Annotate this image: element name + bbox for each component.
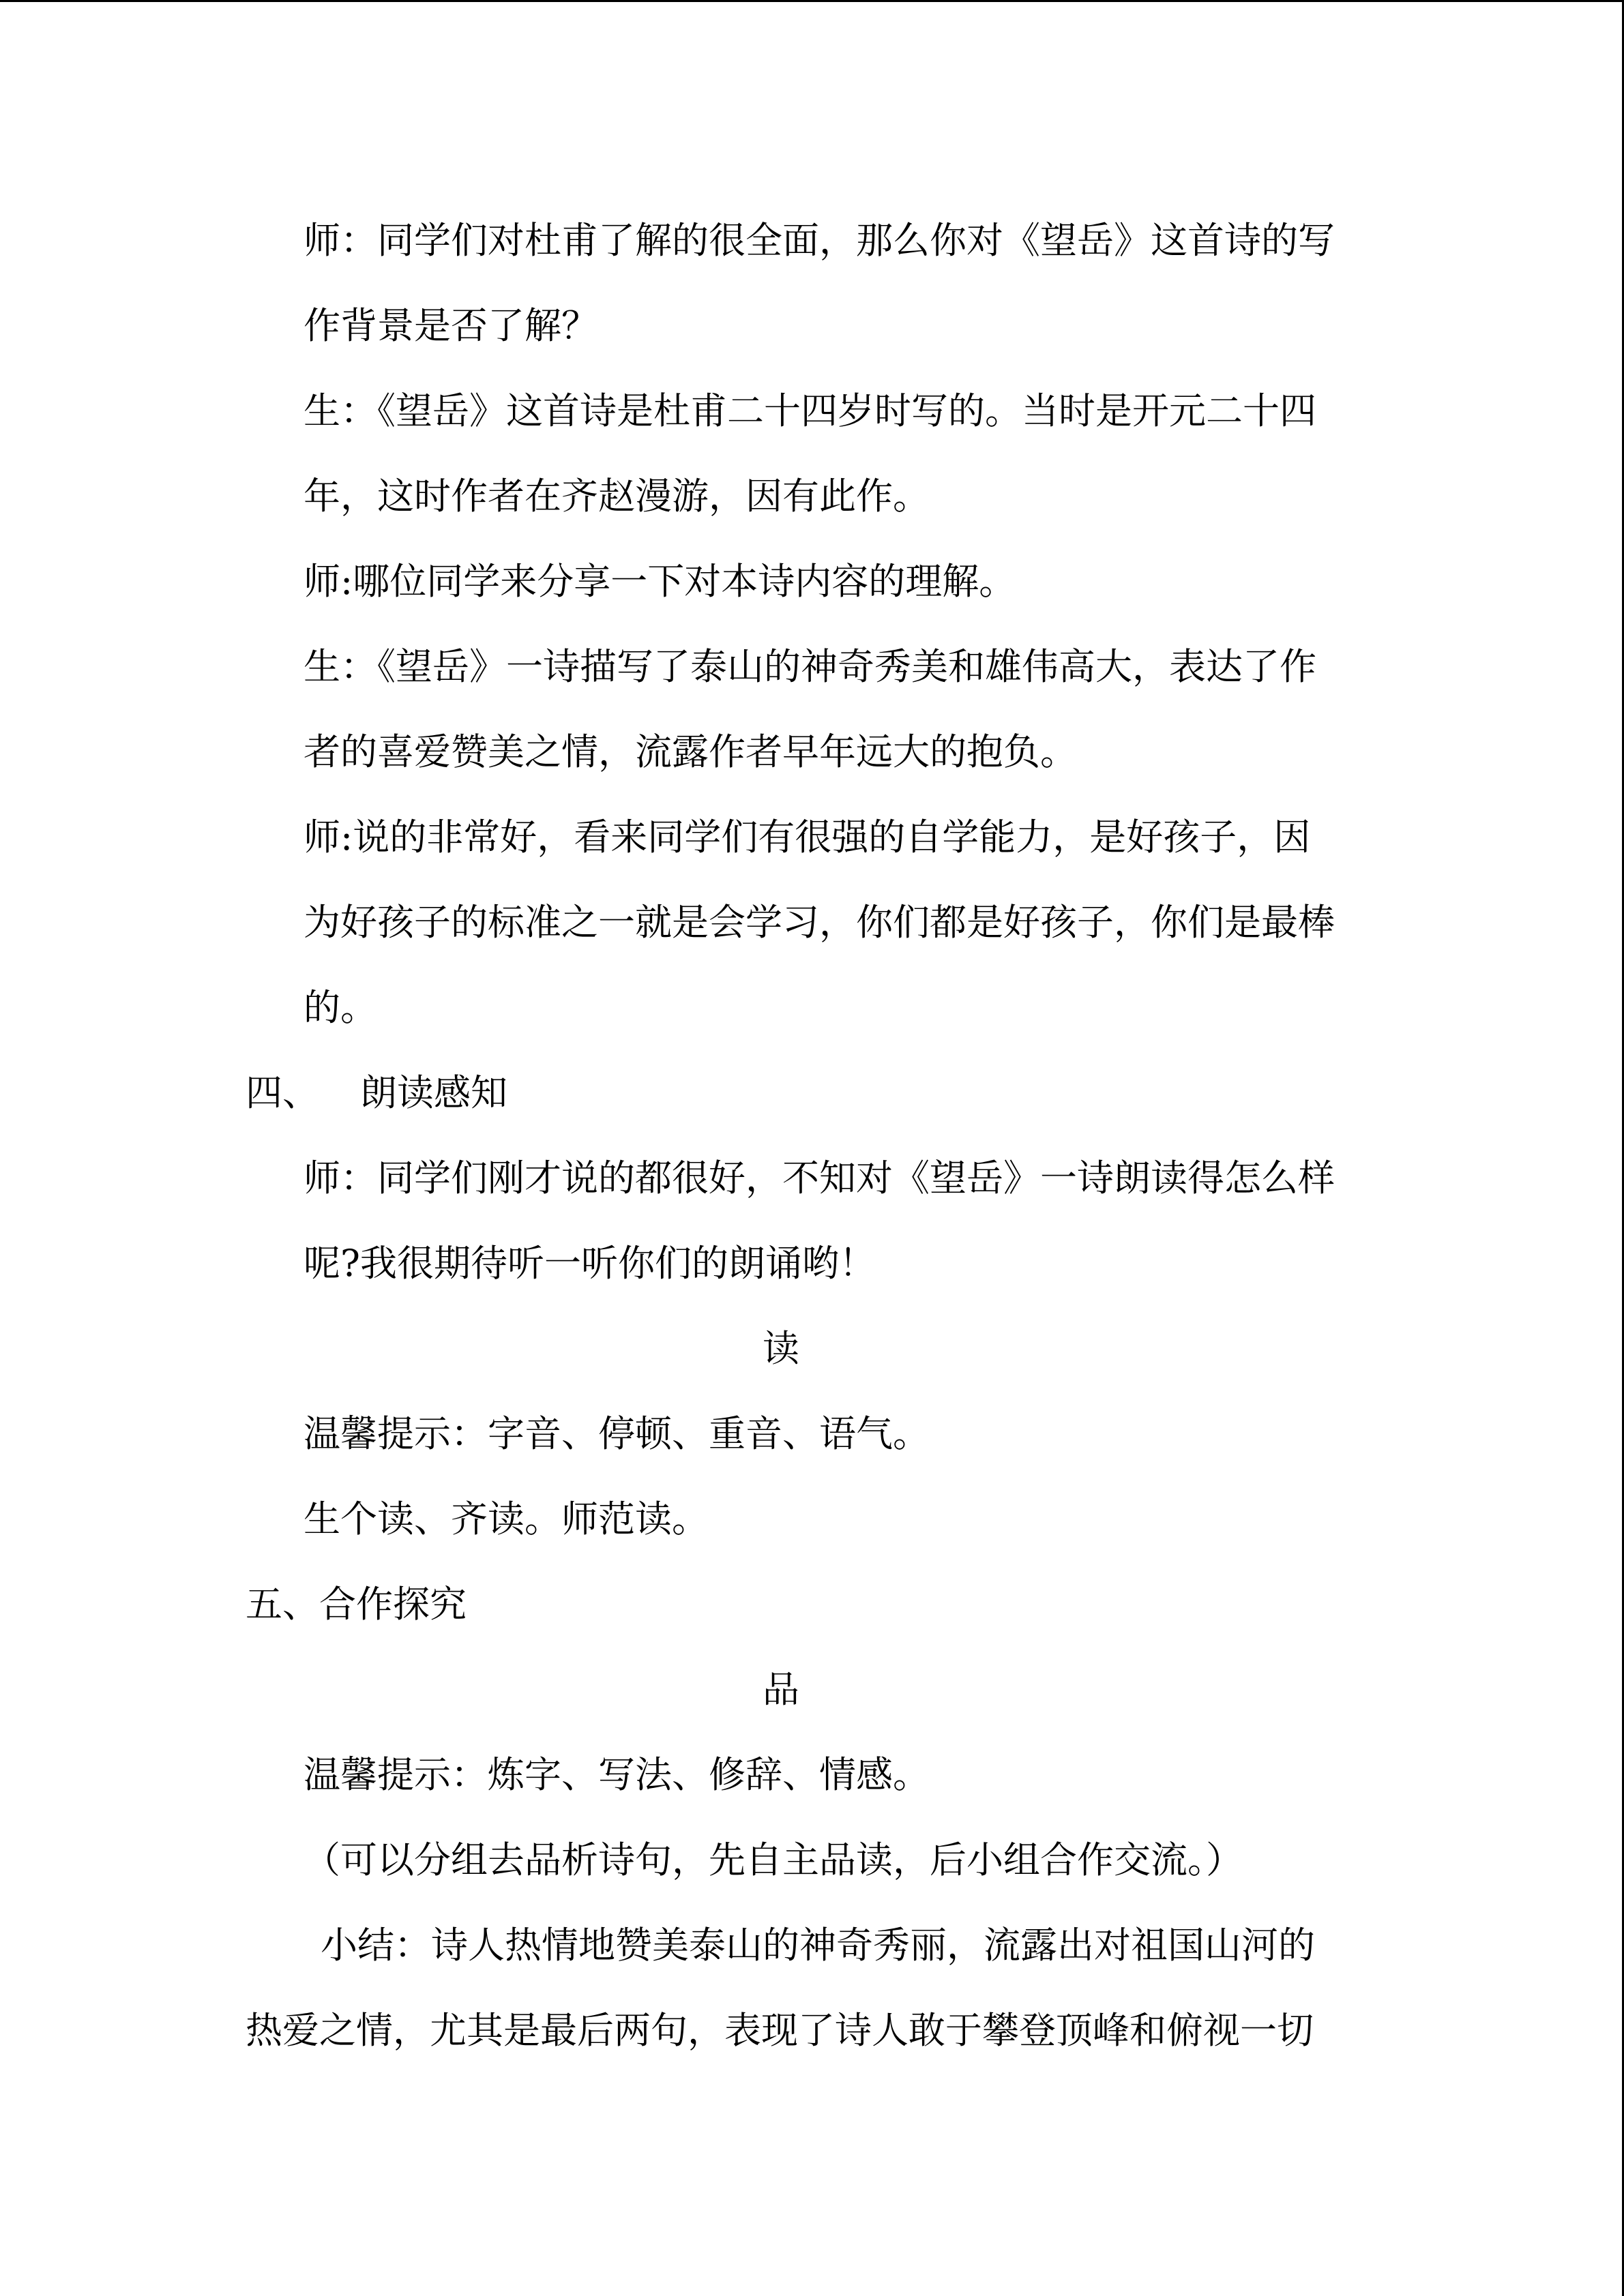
taste-heading: 品 bbox=[763, 1668, 799, 1711]
section-heading-5: 五、合作探究 bbox=[246, 1583, 467, 1626]
paragraph-line: 作背景是否了解？ bbox=[304, 304, 598, 347]
paragraph-line: 的。 bbox=[304, 986, 377, 1029]
paragraph-line: 师:哪位同学来分享一下对本诗内容的理解。 bbox=[304, 560, 1016, 603]
paragraph-line: 师:说的非常好，看来同学们有很强的自学能力，是好孩子，因 bbox=[304, 816, 1311, 859]
section-title: 朗读感知 bbox=[360, 1071, 507, 1114]
paragraph-line: 年，这时作者在齐赵漫游，因有此作。 bbox=[304, 475, 930, 518]
paragraph-line: 师：同学们对杜甫了解的很全面，那么你对《望岳》这首诗的写 bbox=[304, 219, 1335, 262]
paragraph-line: 师：同学们刚才说的都很好，不知对《望岳》一诗朗读得怎么样 bbox=[304, 1157, 1335, 1199]
read-tip: 温馨提示：字音、停顿、重音、语气。 bbox=[304, 1412, 930, 1455]
taste-tip: 温馨提示：炼字、写法、修辞、情感。 bbox=[304, 1753, 930, 1796]
paragraph-line: 生：《望岳》一诗描写了泰山的神奇秀美和雄伟高大，表达了作 bbox=[304, 645, 1316, 688]
read-method: 生个读、齐读。师范读。 bbox=[304, 1497, 709, 1540]
paragraph-line: 生：《望岳》这首诗是杜甫二十四岁时写的。当时是开元二十四 bbox=[304, 389, 1316, 432]
paragraph-line: 呢?我很期待听一听你们的朗诵哟！ bbox=[304, 1242, 876, 1285]
taste-note: （可以分组去品析诗句，先自主品读，后小组合作交流。） bbox=[304, 1838, 1243, 1881]
read-heading: 读 bbox=[763, 1327, 799, 1370]
section-heading-4 bbox=[246, 1069, 507, 1117]
section-number: 四、 bbox=[246, 1071, 319, 1114]
summary-line: 热爱之情，尤其是最后两句，表现了诗人敢于攀登顶峰和俯视一切 bbox=[246, 2009, 1314, 2052]
paragraph-line: 者的喜爱赞美之情，流露作者早年远大的抱负。 bbox=[304, 730, 1077, 773]
summary-line: 小结：诗人热情地赞美泰山的神奇秀丽，流露出对祖国山河的 bbox=[321, 1924, 1315, 1967]
paragraph-line: 为好孩子的标准之一就是会学习，你们都是好孩子，你们是最棒 bbox=[304, 901, 1335, 944]
